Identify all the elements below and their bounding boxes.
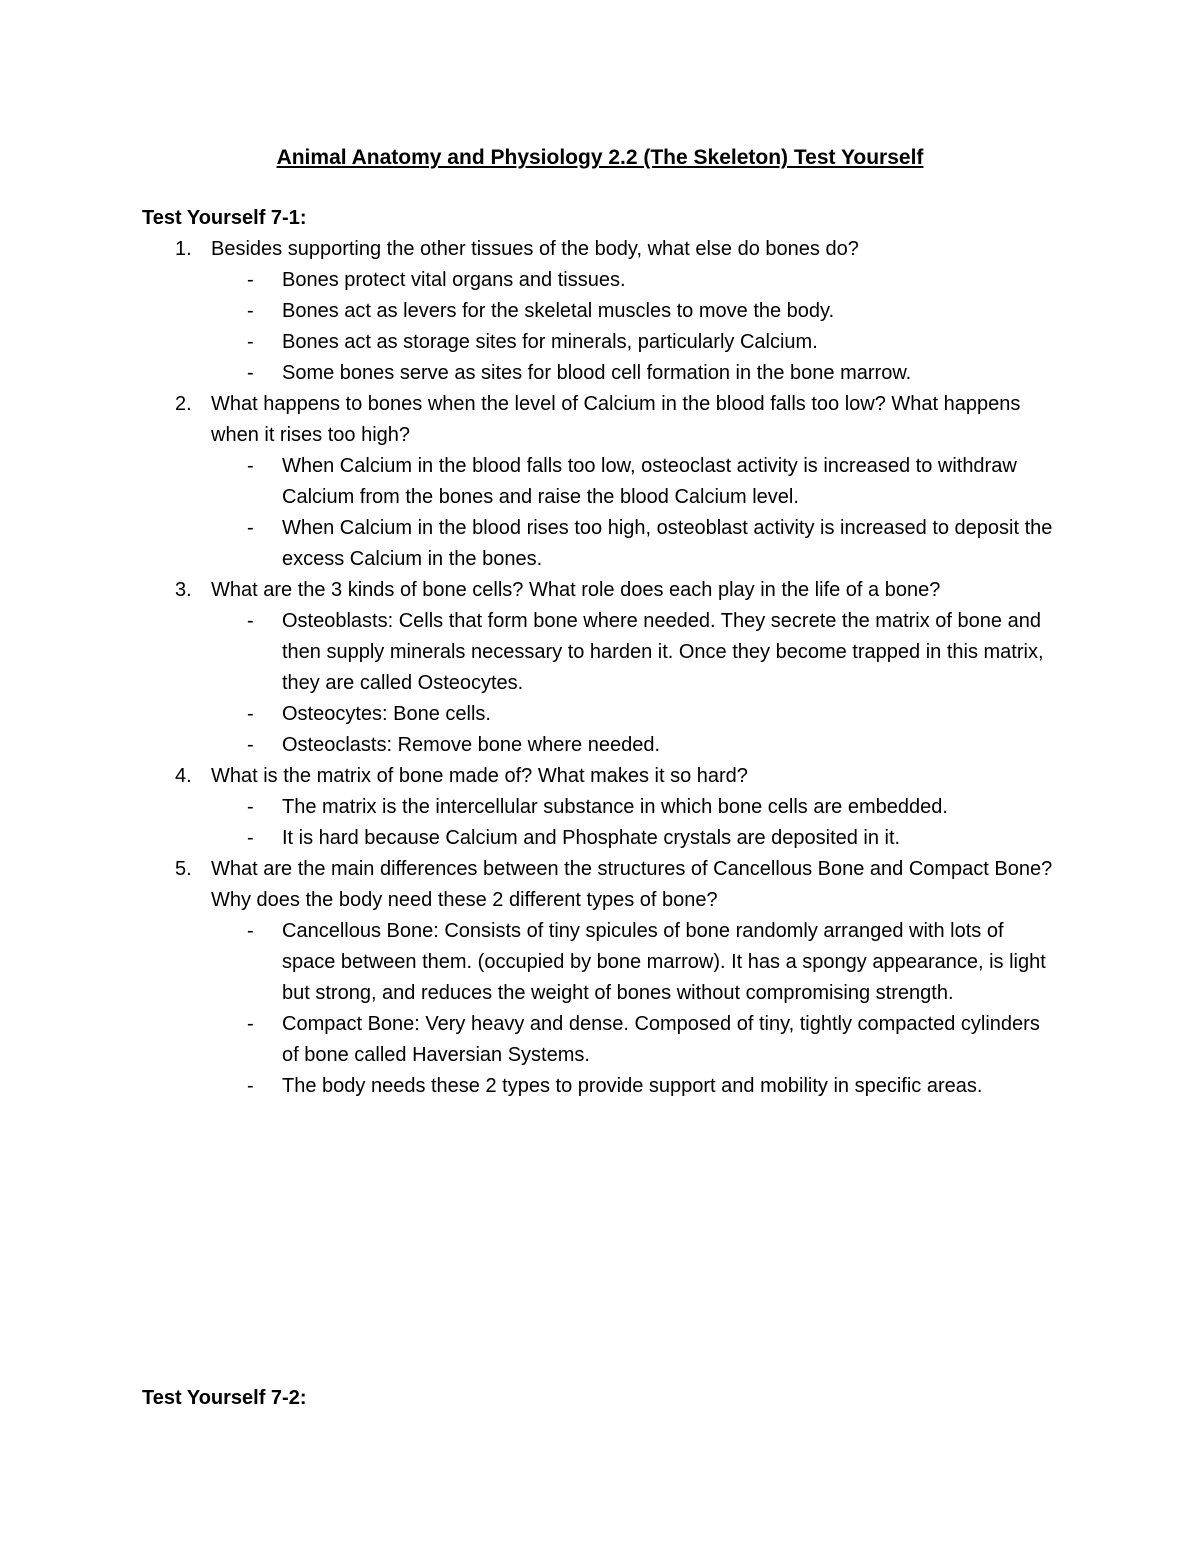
answer-list xyxy=(211,792,1060,854)
bullet-dash: - xyxy=(247,455,254,477)
question-item xyxy=(0,234,1200,389)
answer-item xyxy=(211,358,1060,389)
answer-text: The matrix is the intercellular substance in which bone cells are embedded. xyxy=(282,796,948,818)
answer-text: Cancellous Bone: Consists of tiny spicules of bone randomly arranged with lots of space between them. (occupied by bone marrow). It has a spongy appearance, is light but strong, and reduces the weight of bones without compromising strength. xyxy=(282,920,1046,1004)
answer-item xyxy=(211,513,1060,575)
bullet-dash: - xyxy=(247,269,254,291)
answer-text: The body needs these 2 types to provide support and mobility in specific areas. xyxy=(282,1075,983,1097)
bullet-dash: - xyxy=(247,703,254,725)
answer-item xyxy=(211,296,1060,327)
answer-text: Compact Bone: Very heavy and dense. Composed of tiny, tightly compacted cylinders of bone called Haversian Systems. xyxy=(282,1013,1040,1066)
question-item xyxy=(0,575,1200,761)
bullet-dash: - xyxy=(247,734,254,756)
answer-item xyxy=(211,916,1060,1009)
answer-item xyxy=(211,606,1060,699)
question-item xyxy=(0,389,1200,575)
question-text: What are the main differences between the structures of Cancellous Bone and Compact Bone? Why does the body need these 2 different types of bone? xyxy=(211,858,1053,911)
answer-text: Osteocytes: Bone cells. xyxy=(282,703,491,725)
answer-item xyxy=(211,451,1060,513)
bullet-dash: - xyxy=(247,610,254,632)
answer-item xyxy=(211,823,1060,854)
question-text: What is the matrix of bone made of? What makes it so hard? xyxy=(211,765,748,787)
question-number: 1. xyxy=(175,238,192,260)
question-item xyxy=(0,854,1200,1102)
question-list xyxy=(0,234,1200,1102)
question-text: What are the 3 kinds of bone cells? What role does each play in the life of a bone? xyxy=(211,579,941,601)
question-text: Besides supporting the other tissues of the body, what else do bones do? xyxy=(211,238,859,260)
answer-list xyxy=(211,606,1060,761)
bullet-dash: - xyxy=(247,827,254,849)
bullet-dash: - xyxy=(247,362,254,384)
section-heading-7-2: Test Yourself 7-2: xyxy=(142,1387,307,1409)
question-number: 5. xyxy=(175,858,192,880)
bullet-dash: - xyxy=(247,331,254,353)
answer-list xyxy=(211,916,1060,1102)
question-text: What happens to bones when the level of Calcium in the blood falls too low? What happens when it rises too high? xyxy=(211,393,1021,446)
document-title: Animal Anatomy and Physiology 2.2 (The Skeleton) Test Yourself xyxy=(276,146,924,169)
question-number: 4. xyxy=(175,765,192,787)
answer-item xyxy=(211,265,1060,296)
bullet-dash: - xyxy=(247,300,254,322)
answer-text: When Calcium in the blood falls too low, osteoclast activity is increased to withdraw Calcium from the bones and raise the blood Calcium level. xyxy=(282,455,1017,508)
answer-item xyxy=(211,792,1060,823)
answer-text: Bones protect vital organs and tissues. xyxy=(282,269,626,291)
answer-item xyxy=(211,1071,1060,1102)
answer-text: Osteoblasts: Cells that form bone where needed. They secrete the matrix of bone and then supply minerals necessary to harden it. Once they become trapped in this matrix, they are called Osteocytes. xyxy=(282,610,1044,694)
section-heading-7-1: Test Yourself 7-1: xyxy=(142,207,307,229)
question-item xyxy=(0,761,1200,854)
answer-text: Osteoclasts: Remove bone where needed. xyxy=(282,734,660,756)
answer-text: It is hard because Calcium and Phosphate crystals are deposited in it. xyxy=(282,827,901,849)
bullet-dash: - xyxy=(247,1013,254,1035)
answer-text: Bones act as levers for the skeletal muscles to move the body. xyxy=(282,300,835,322)
answer-list xyxy=(211,265,1060,389)
answer-item xyxy=(211,1009,1060,1071)
bullet-dash: - xyxy=(247,1075,254,1097)
answer-text: Bones act as storage sites for minerals, particularly Calcium. xyxy=(282,331,818,353)
answer-item xyxy=(211,699,1060,730)
answer-text: Some bones serve as sites for blood cell formation in the bone marrow. xyxy=(282,362,912,384)
question-number: 3. xyxy=(175,579,192,601)
answer-item xyxy=(211,730,1060,761)
question-number: 2. xyxy=(175,393,192,415)
answer-item xyxy=(211,327,1060,358)
answer-list xyxy=(211,451,1060,575)
bullet-dash: - xyxy=(247,920,254,942)
bullet-dash: - xyxy=(247,796,254,818)
answer-text: When Calcium in the blood rises too high, osteoblast activity is increased to deposit the excess Calcium in the bones. xyxy=(282,517,1053,570)
bullet-dash: - xyxy=(247,517,254,539)
